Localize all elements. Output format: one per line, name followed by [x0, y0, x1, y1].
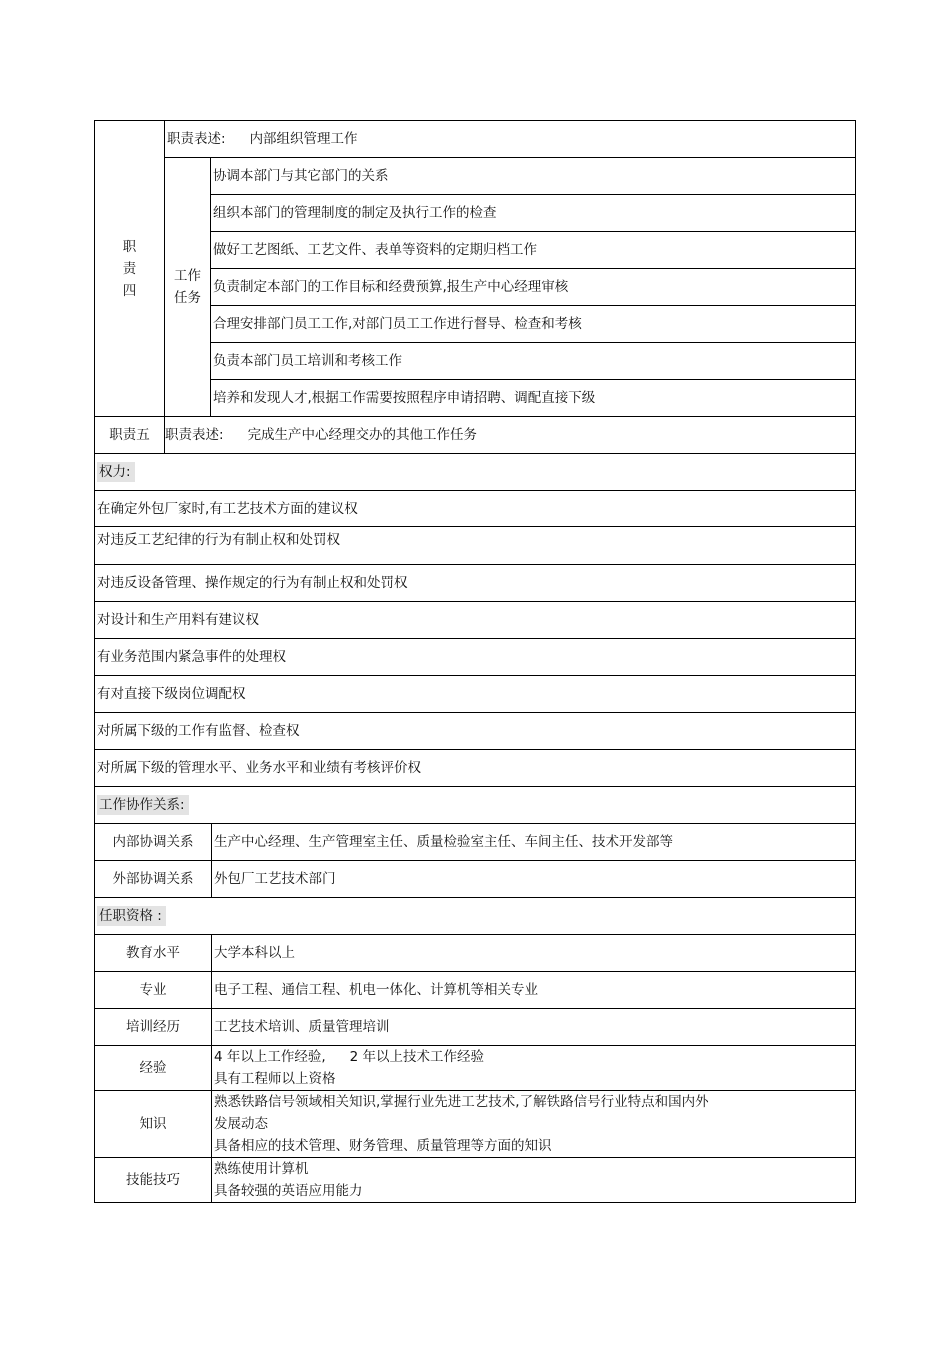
task-item: 负责本部门员工培训和考核工作: [211, 343, 856, 380]
cooperation-table: [94, 786, 856, 898]
cooperation-title: 工作协作关系:: [97, 795, 189, 815]
task-item: 协调本部门与其它部门的关系: [211, 158, 856, 195]
task-label: 工作 任务: [165, 158, 211, 417]
knowledge-line: 熟悉铁路信号领域相关知识,掌握行业先进工艺技术,了解铁路信号行业特点和国内外: [214, 1094, 709, 1110]
major-value: 电子工程、通信工程、机电一体化、计算机等相关专业: [212, 972, 856, 1009]
skills-line: 具备较强的英语应用能力: [214, 1183, 363, 1199]
knowledge-line: 发展动态: [214, 1116, 268, 1132]
skills-value: [212, 1158, 856, 1203]
task-item: 合理安排部门员工工作,对部门员工工作进行督导、检查和考核: [211, 306, 856, 343]
duty5-description: [165, 417, 856, 454]
task-item: 做好工艺图纸、工艺文件、表单等资料的定期归档工作: [211, 232, 856, 269]
experience-line: 具有工程师以上资格: [214, 1071, 336, 1087]
major-label: 专业: [95, 972, 212, 1009]
authority-item: 对设计和生产用料有建议权: [95, 602, 856, 639]
duty5-desc-label: 职责表述:: [165, 427, 224, 443]
task-item: 培养和发现人才,根据工作需要按照程序申请招聘、调配直接下级: [211, 380, 856, 417]
duty4-description: [165, 121, 856, 158]
task-item: 负责制定本部门的工作目标和经费预算,报生产中心经理审核: [211, 269, 856, 306]
authority-title: 权力:: [97, 462, 135, 482]
qualification-title-cell: [95, 898, 856, 935]
authority-title-cell: [95, 454, 856, 491]
external-coordination-value: 外包厂工艺技术部门: [212, 861, 856, 898]
qualification-title: 任职资格 :: [97, 906, 166, 926]
task-item: 组织本部门的管理制度的制定及执行工作的检查: [211, 195, 856, 232]
skills-line: 熟练使用计算机: [214, 1161, 309, 1177]
training-label: 培训经历: [95, 1009, 212, 1046]
authority-table: [94, 453, 856, 787]
internal-coordination-label: 内部协调关系: [95, 824, 212, 861]
job-description-document: [94, 120, 856, 1203]
experience-line: 4 年以上工作经验,: [214, 1049, 326, 1065]
education-label: 教育水平: [95, 935, 212, 972]
authority-item: 有对直接下级岗位调配权: [95, 676, 856, 713]
duty4-label: 职 责 四: [95, 121, 165, 417]
experience-line: 2 年以上技术工作经验: [349, 1049, 485, 1065]
authority-item: 对违反设备管理、操作规定的行为有制止权和处罚权: [95, 565, 856, 602]
knowledge-value: [212, 1091, 856, 1158]
knowledge-line: 具备相应的技术管理、财务管理、质量管理等方面的知识: [214, 1138, 552, 1154]
qualification-table: [94, 897, 856, 1203]
duty5-label: 职责五: [95, 417, 165, 454]
duty4-desc-text: 内部组织管理工作: [249, 131, 358, 147]
skills-label: 技能技巧: [95, 1158, 212, 1203]
duty4-desc-label: 职责表述:: [167, 131, 226, 147]
training-value: 工艺技术培训、质量管理培训: [212, 1009, 856, 1046]
authority-item: 对所属下级的工作有监督、检查权: [95, 713, 856, 750]
duties-table: [94, 120, 856, 454]
education-value: 大学本科以上: [212, 935, 856, 972]
external-coordination-label: 外部协调关系: [95, 861, 212, 898]
cooperation-title-cell: [95, 787, 856, 824]
authority-item: 有业务范围内紧急事件的处理权: [95, 639, 856, 676]
duty5-desc-text: 完成生产中心经理交办的其他工作任务: [247, 427, 478, 443]
authority-item: 对违反工艺纪律的行为有制止权和处罚权: [95, 527, 856, 565]
internal-coordination-value: 生产中心经理、生产管理室主任、质量检验室主任、车间主任、技术开发部等: [212, 824, 856, 861]
authority-item: 在确定外包厂家时,有工艺技术方面的建议权: [95, 491, 856, 527]
experience-label: 经验: [95, 1046, 212, 1091]
knowledge-label: 知识: [95, 1091, 212, 1158]
authority-item: 对所属下级的管理水平、业务水平和业绩有考核评价权: [95, 750, 856, 787]
experience-value: [212, 1046, 856, 1091]
